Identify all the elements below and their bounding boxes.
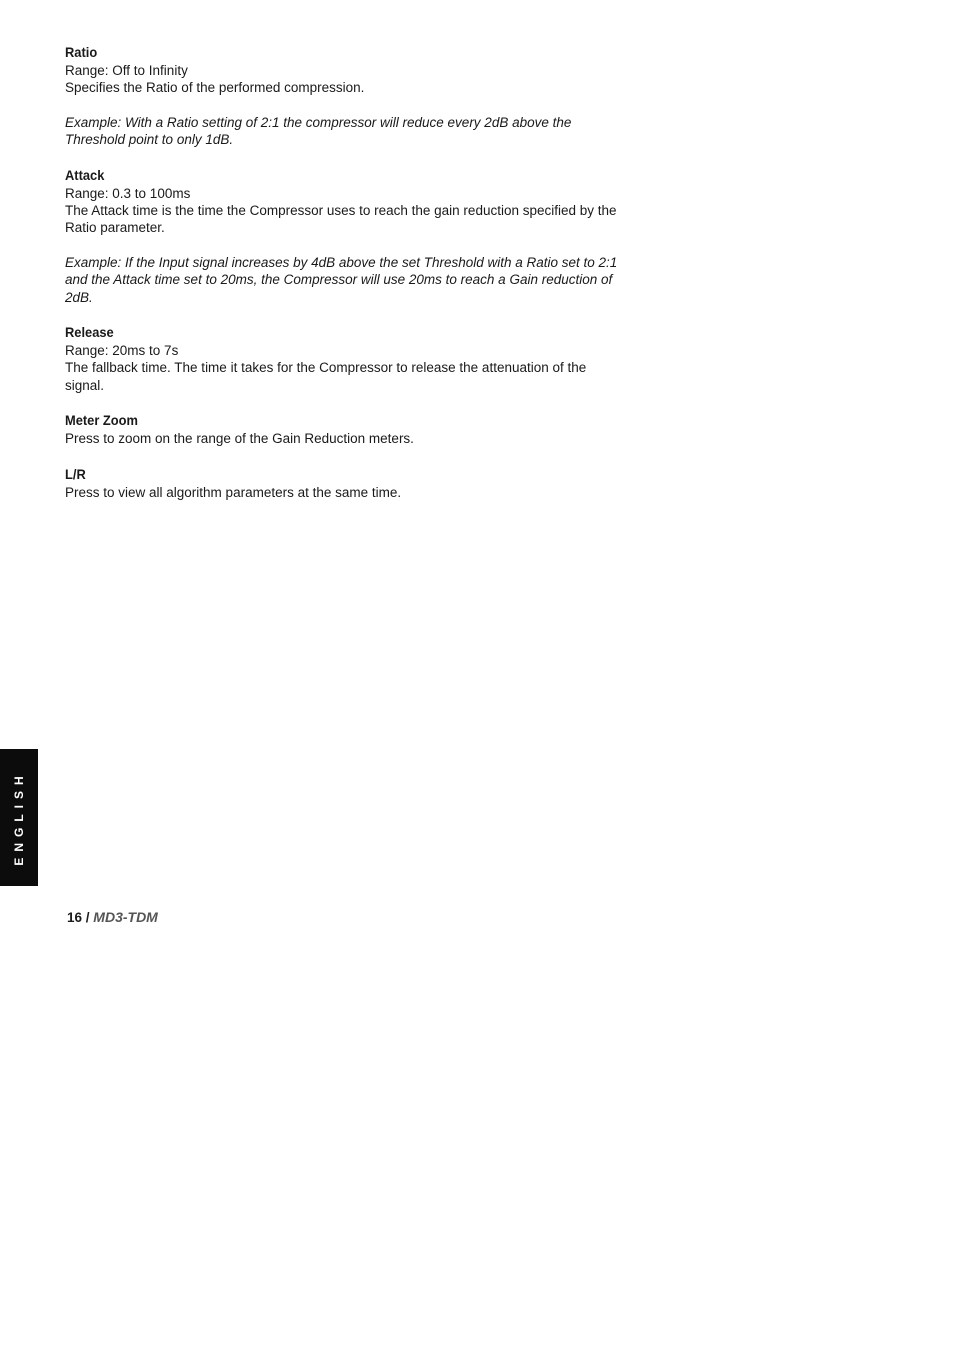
page-number: 16 (67, 910, 83, 925)
section-title-attack: Attack (65, 166, 105, 183)
section-title-meter-zoom: Meter Zoom (65, 412, 138, 429)
attack-example: Example: If the Input signal increases by 4dB above the set Threshold with a Ratio set to 2:1 and the Attack time set to 20ms, the Compressor will use 20ms to reach a Gain reduction of 2dB. (65, 254, 618, 305)
product-name: MD3-TDM (93, 909, 158, 925)
attack-section (65, 166, 625, 306)
language-label: ENGLISH (12, 769, 26, 866)
attack-description: The Attack time is the time the Compressor uses to reach the gain reduction specified by the Ratio parameter. (65, 203, 617, 236)
footer-separator: / (82, 910, 94, 925)
lr-section (65, 465, 625, 501)
attack-range: Range: 0.3 to 100ms (65, 185, 191, 201)
section-title-lr: L/R (65, 465, 86, 482)
lr-description: Press to view all algorithm parameters at the same time. (65, 484, 402, 500)
ratio-section (65, 43, 625, 149)
section-title-ratio: Ratio (65, 44, 98, 60)
ratio-example: Example: With a Ratio setting of 2:1 the compressor will reduce every 2dB above the Threshold point to only 1dB. (65, 114, 572, 148)
meter-zoom-section (65, 411, 625, 447)
release-range: Range: 20ms to 7s (65, 343, 179, 359)
meter-zoom-description: Press to zoom on the range of the Gain Reduction meters. (65, 431, 414, 447)
page-content (65, 43, 625, 518)
section-title-release: Release (65, 324, 114, 341)
release-description: The fallback time. The time it takes for the Compressor to release the attenuation of the signal. (65, 360, 587, 393)
release-section (65, 323, 625, 394)
page-footer (67, 908, 158, 927)
ratio-range: Range: Off to Infinity (65, 63, 188, 78)
ratio-description: Specifies the Ratio of the performed compression. (65, 80, 365, 96)
language-side-tab (0, 749, 38, 886)
